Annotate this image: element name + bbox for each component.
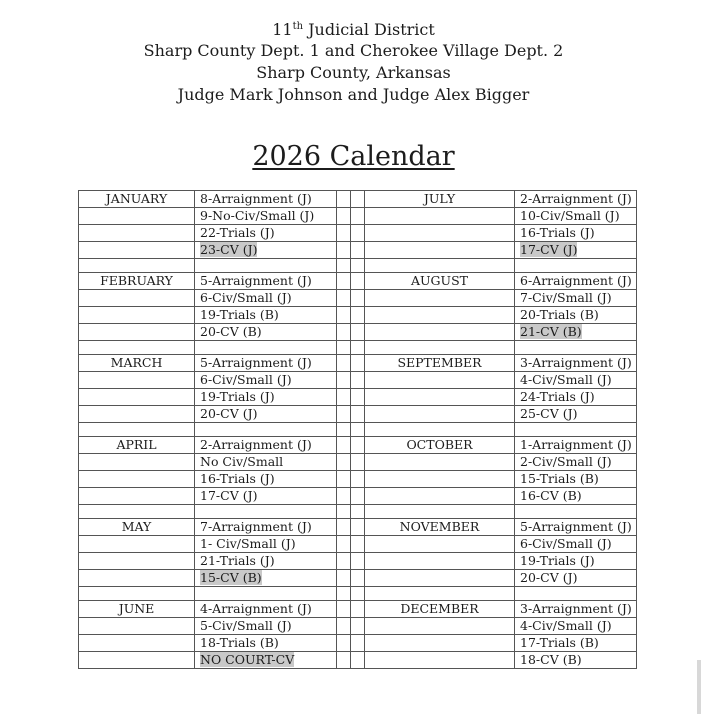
event-cell-right [515,372,637,389]
event-cell-right [515,488,637,505]
month-name-right [365,191,515,208]
gap-cell [351,570,365,587]
event-label: 2-Arraignment (J) [200,437,312,452]
month-label: FEBRUARY [100,273,173,288]
table-row [79,355,637,372]
event-cell-right [515,536,637,553]
event-cell-right [515,570,637,587]
gap-cell [351,355,365,372]
table-row [79,454,637,471]
spacer-cell [337,259,351,273]
month-label: DECEMBER [400,601,479,616]
event-cell-right [515,652,637,669]
spacer-row [79,341,637,355]
month-name-right [365,570,515,587]
gap-cell [337,536,351,553]
event-label: 19-Trials (J) [520,553,595,568]
month-name-left [79,454,195,471]
event-label: 16-Trials (J) [520,225,595,240]
table-row [79,553,637,570]
event-cell-left [195,273,337,290]
event-cell-left [195,454,337,471]
spacer-cell [79,259,195,273]
gap-cell [351,652,365,669]
gap-cell [351,454,365,471]
month-label: JUNE [118,601,155,616]
gap-cell [351,519,365,536]
table-row [79,208,637,225]
event-cell-right [515,471,637,488]
month-name-right [365,406,515,423]
event-label: 7-Civ/Small (J) [520,290,612,305]
event-cell-right [515,355,637,372]
table-row [79,471,637,488]
event-label: 4-Civ/Small (J) [520,372,612,387]
gap-cell [337,208,351,225]
event-label: 17-Trials (B) [520,635,599,650]
event-label: 5-Arraignment (J) [200,355,312,370]
event-label: 4-Civ/Small (J) [520,618,612,633]
gap-cell [337,601,351,618]
month-name-left [79,290,195,307]
gap-cell [337,290,351,307]
month-name-left [79,208,195,225]
month-name-right [365,273,515,290]
event-cell-left [195,488,337,505]
month-name-right [365,471,515,488]
spacer-cell [79,423,195,437]
spacer-cell [351,587,365,601]
event-label: 20-CV (B) [200,324,262,339]
event-cell-left [195,406,337,423]
gap-cell [351,601,365,618]
district-text: Judicial District [303,20,435,39]
month-label: MARCH [110,355,163,370]
month-name-left [79,570,195,587]
event-cell-left [195,372,337,389]
month-name-left [79,488,195,505]
table-row [79,372,637,389]
spacer-cell [195,587,337,601]
spacer-row [79,423,637,437]
table-row [79,437,637,454]
event-label: 21-CV (B) [520,324,582,339]
month-name-left [79,406,195,423]
gap-cell [351,273,365,290]
spacer-cell [351,423,365,437]
gap-cell [351,307,365,324]
event-cell-right [515,601,637,618]
event-cell-right [515,519,637,536]
event-cell-left [195,225,337,242]
event-label: 20-CV (J) [200,406,258,421]
event-cell-right [515,225,637,242]
gap-cell [337,635,351,652]
spacer-cell [365,423,515,437]
event-cell-right [515,290,637,307]
event-cell-right [515,273,637,290]
event-cell-left [195,652,337,669]
gap-cell [351,242,365,259]
event-cell-right [515,389,637,406]
event-cell-left [195,242,337,259]
event-label: 1- Civ/Small (J) [200,536,296,551]
month-name-right [365,355,515,372]
district-number: 11 [272,20,293,39]
event-cell-left [195,191,337,208]
event-label: 23-CV (J) [200,242,258,257]
table-row [79,652,637,669]
event-cell-right [515,454,637,471]
event-label: 5-Civ/Small (J) [200,618,292,633]
gap-cell [337,324,351,341]
event-cell-right [515,437,637,454]
event-label: 20-CV (J) [520,570,578,585]
table-row [79,324,637,341]
gap-cell [351,372,365,389]
event-cell-right [515,191,637,208]
event-cell-left [195,570,337,587]
spacer-cell [515,341,637,355]
event-label: 2-Civ/Small (J) [520,454,612,469]
gap-cell [351,635,365,652]
table-row [79,536,637,553]
gap-cell [337,372,351,389]
event-label: 10-Civ/Small (J) [520,208,620,223]
event-cell-left [195,355,337,372]
spacer-cell [515,259,637,273]
month-name-left [79,553,195,570]
gap-cell [351,488,365,505]
spacer-cell [337,341,351,355]
month-name-right [365,652,515,669]
month-name-left [79,355,195,372]
event-cell-left [195,519,337,536]
gap-cell [337,437,351,454]
event-label: 2-Arraignment (J) [520,191,632,206]
spacer-cell [195,423,337,437]
month-name-right [365,536,515,553]
event-label: 20-Trials (B) [520,307,599,322]
table-row [79,570,637,587]
month-name-right [365,242,515,259]
event-cell-left [195,307,337,324]
spacer-cell [337,423,351,437]
table-row [79,488,637,505]
spacer-cell [365,587,515,601]
spacer-cell [195,341,337,355]
gap-cell [351,208,365,225]
gap-cell [337,519,351,536]
event-label: 7-Arraignment (J) [200,519,312,534]
month-name-right [365,601,515,618]
event-label: 17-CV (J) [520,242,578,257]
month-name-left [79,324,195,341]
month-name-right [365,208,515,225]
event-label: 4-Arraignment (J) [200,601,312,616]
spacer-cell [351,341,365,355]
month-name-right [365,488,515,505]
district-ordinal: th [292,21,304,32]
gap-cell [337,389,351,406]
spacer-cell [515,423,637,437]
district-line [0,20,707,40]
spacer-row [79,259,637,273]
event-label: 22-Trials (J) [200,225,275,240]
table-row [79,191,637,208]
table-row [79,273,637,290]
month-name-right [365,372,515,389]
spacer-row [79,505,637,519]
gap-cell [351,324,365,341]
spacer-cell [515,587,637,601]
gap-cell [351,618,365,635]
spacer-cell [195,505,337,519]
month-label: JANUARY [105,191,168,206]
event-cell-left [195,601,337,618]
event-cell-right [515,324,637,341]
gap-cell [351,290,365,307]
gap-cell [337,406,351,423]
event-label: No Civ/Small [200,454,284,469]
month-name-right [365,519,515,536]
table-row [79,307,637,324]
month-label: NOVEMBER [399,519,480,534]
month-name-left [79,372,195,389]
event-cell-right [515,618,637,635]
event-label: 9-No-Civ/Small (J) [200,208,315,223]
month-name-left [79,437,195,454]
scan-edge-mark [697,660,701,714]
event-cell-right [515,208,637,225]
event-cell-left [195,471,337,488]
month-name-left [79,191,195,208]
gap-cell [337,553,351,570]
event-label: 5-Arraignment (J) [520,519,632,534]
event-cell-left [195,437,337,454]
table-row [79,601,637,618]
gap-cell [351,225,365,242]
month-label: AUGUST [411,273,468,288]
table-row [79,406,637,423]
month-label: OCTOBER [406,437,473,452]
spacer-cell [79,587,195,601]
spacer-row [79,587,637,601]
event-cell-right [515,307,637,324]
event-label: 19-Trials (J) [200,389,275,404]
month-name-left [79,307,195,324]
event-cell-left [195,553,337,570]
event-label: 8-Arraignment (J) [200,191,312,206]
gap-cell [351,406,365,423]
event-label: 6-Arraignment (J) [520,273,632,288]
spacer-cell [365,341,515,355]
month-name-right [365,324,515,341]
gap-cell [337,570,351,587]
spacer-cell [365,259,515,273]
spacer-cell [79,341,195,355]
gap-cell [337,225,351,242]
event-cell-right [515,635,637,652]
month-name-right [365,437,515,454]
departments-line: Sharp County Dept. 1 and Cherokee Village Dept. 2 [143,41,564,60]
judges-line: Judge Mark Johnson and Judge Alex Bigger [177,85,530,104]
gap-cell [337,191,351,208]
month-name-left [79,273,195,290]
spacer-cell [351,505,365,519]
event-label: NO COURT-CV [200,652,295,667]
event-label: 1-Arraignment (J) [520,437,632,452]
month-name-left [79,536,195,553]
month-name-right [365,454,515,471]
month-name-left [79,471,195,488]
table-row [79,519,637,536]
event-cell-right [515,553,637,570]
event-cell-left [195,536,337,553]
event-label: 16-CV (B) [520,488,582,503]
month-name-right [365,553,515,570]
gap-cell [337,355,351,372]
spacer-cell [79,505,195,519]
spacer-cell [337,505,351,519]
month-name-left [79,635,195,652]
event-label: 24-Trials (J) [520,389,595,404]
table-row [79,618,637,635]
event-label: 18-Trials (B) [200,635,279,650]
gap-cell [351,536,365,553]
month-name-left [79,242,195,259]
gap-cell [351,437,365,454]
event-label: 19-Trials (B) [200,307,279,322]
month-name-left [79,618,195,635]
month-name-right [365,307,515,324]
spacer-cell [515,505,637,519]
gap-cell [351,471,365,488]
event-label: 15-Trials (B) [520,471,599,486]
table-row [79,290,637,307]
event-label: 6-Civ/Small (J) [200,372,292,387]
month-label: APRIL [116,437,157,452]
page-title-text: 2026 Calendar [252,141,455,172]
event-cell-right [515,406,637,423]
county-line: Sharp County, Arkansas [256,63,451,82]
spacer-cell [195,259,337,273]
table-row [79,225,637,242]
gap-cell [337,273,351,290]
gap-cell [337,652,351,669]
month-name-right [365,389,515,406]
event-label: 17-CV (J) [200,488,258,503]
month-label: SEPTEMBER [397,355,482,370]
month-label: JULY [423,191,456,206]
event-label: 6-Civ/Small (J) [200,290,292,305]
gap-cell [351,191,365,208]
month-name-right [365,635,515,652]
event-label: 25-CV (J) [520,406,578,421]
table-row [79,389,637,406]
spacer-cell [365,505,515,519]
gap-cell [337,488,351,505]
month-name-left [79,601,195,618]
event-cell-left [195,290,337,307]
spacer-cell [351,259,365,273]
month-name-left [79,652,195,669]
event-cell-left [195,389,337,406]
event-label: 16-Trials (J) [200,471,275,486]
event-label: 15-CV (B) [200,570,262,585]
month-name-right [365,290,515,307]
table-row [79,242,637,259]
gap-cell [351,389,365,406]
event-cell-right [515,242,637,259]
month-name-right [365,618,515,635]
page-title [0,141,707,173]
event-label: 21-Trials (J) [200,553,275,568]
gap-cell [337,471,351,488]
spacer-cell [337,587,351,601]
month-name-left [79,389,195,406]
event-label: 3-Arraignment (J) [520,601,632,616]
gap-cell [337,454,351,471]
event-label: 18-CV (B) [520,652,582,667]
event-label: 3-Arraignment (J) [520,355,632,370]
calendar-table [78,190,637,669]
gap-cell [337,242,351,259]
gap-cell [337,307,351,324]
event-cell-left [195,635,337,652]
event-label: 5-Arraignment (J) [200,273,312,288]
gap-cell [351,553,365,570]
event-cell-left [195,324,337,341]
event-cell-left [195,208,337,225]
month-name-right [365,225,515,242]
table-row [79,635,637,652]
month-name-left [79,225,195,242]
event-cell-left [195,618,337,635]
month-name-left [79,519,195,536]
month-label: MAY [121,519,152,534]
event-label: 6-Civ/Small (J) [520,536,612,551]
gap-cell [337,618,351,635]
